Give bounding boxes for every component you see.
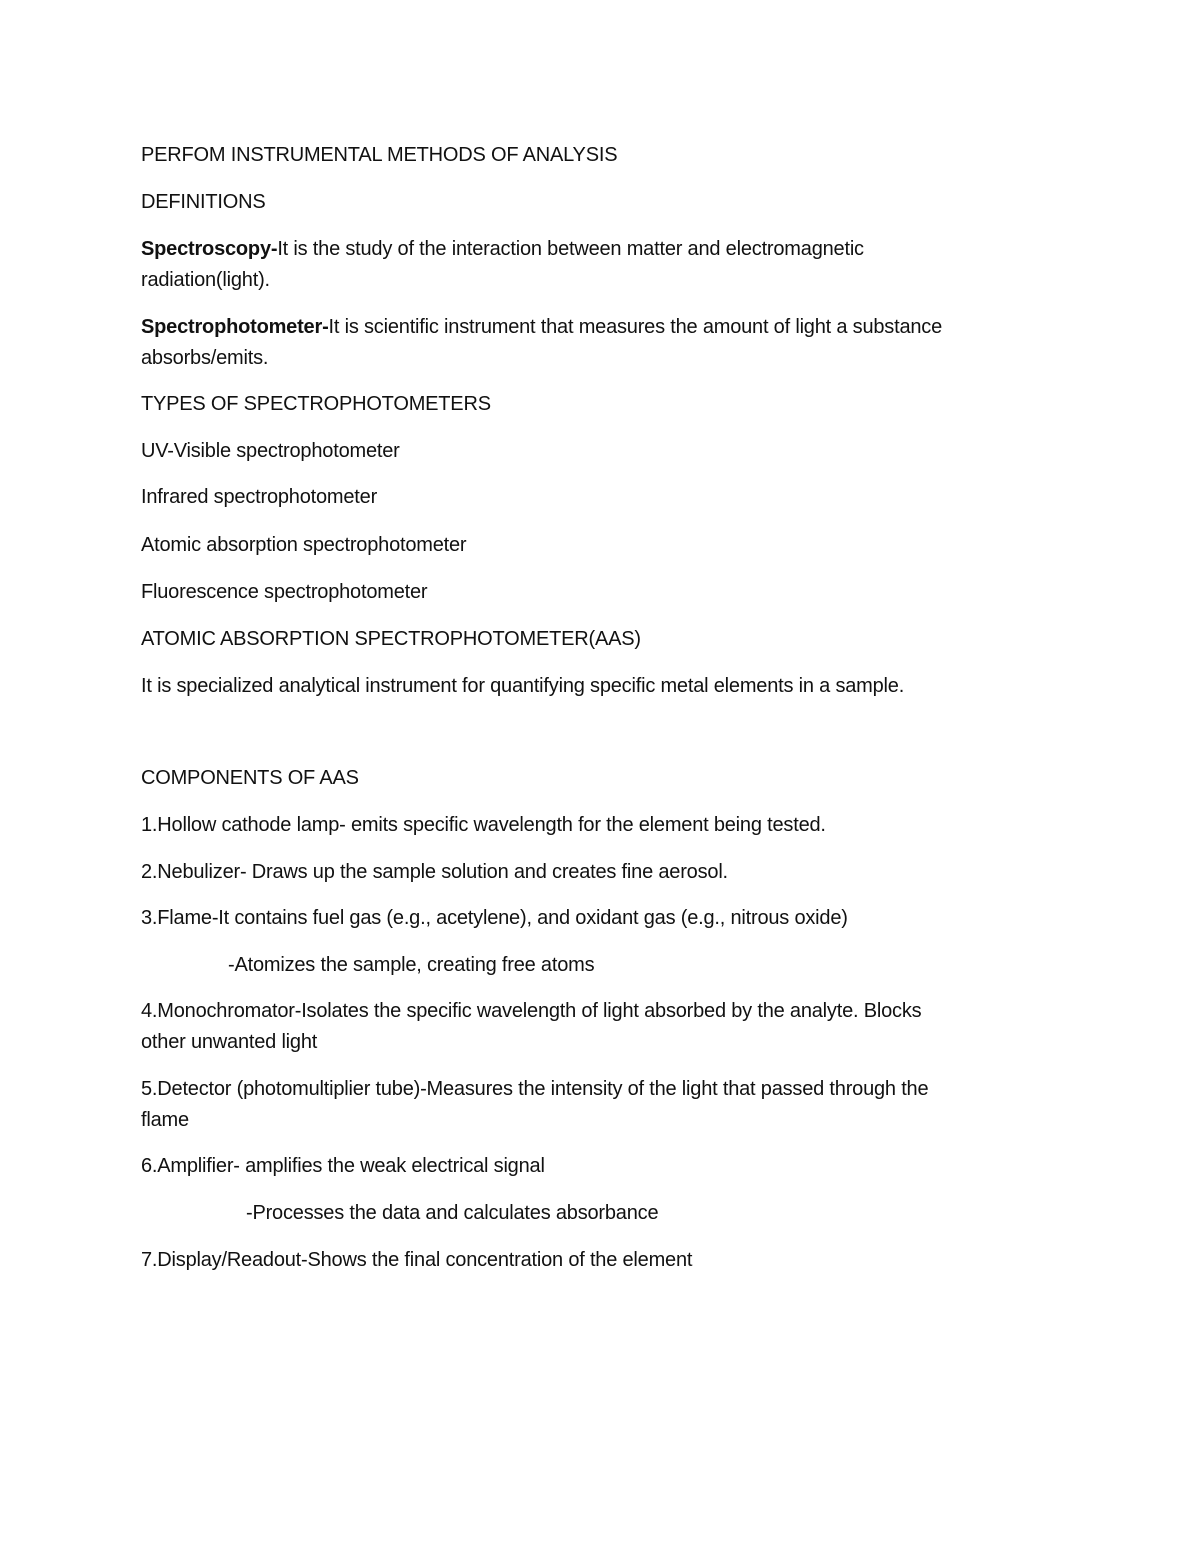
definition-spectroscopy [141,234,864,265]
components-heading: COMPONENTS OF AAS [141,767,359,789]
definition-spectroscopy-continued: radiation(light). [141,269,270,291]
component-item: 4.Monochromator-Isolates the specific wavelength of light absorbed by the analyte. Blocks [141,1000,922,1022]
type-item: Atomic absorption spectrophotometer [141,534,467,556]
document-title: PERFOM INSTRUMENTAL METHODS OF ANALYSIS [141,144,618,166]
types-heading: TYPES OF SPECTROPHOTOMETERS [141,393,491,415]
component-item: 6.Amplifier- amplifies the weak electrical signal [141,1155,545,1177]
definition-text: It is scientific instrument that measures the amount of light a substance [328,316,943,338]
definition-spectrophotometer-continued: absorbs/emits. [141,347,269,369]
type-item: Fluorescence spectrophotometer [141,581,428,603]
component-item: 5.Detector (photomultiplier tube)-Measures the intensity of the light that passed through the [141,1078,929,1100]
aas-description: It is specialized analytical instrument for quantifying specific metal elements in a sample. [141,675,905,697]
definition-spectrophotometer [141,312,942,343]
definition-text: It is the study of the interaction between matter and electromagnetic [277,238,864,260]
component-item: 1.Hollow cathode lamp- emits specific wavelength for the element being tested. [141,814,826,836]
definition-term: Spectroscopy- [141,238,278,260]
type-item: Infrared spectrophotometer [141,486,378,508]
component-item-continued: other unwanted light [141,1031,318,1053]
component-item: 7.Display/Readout-Shows the final concentration of the element [141,1249,693,1271]
type-item: UV-Visible spectrophotometer [141,440,400,462]
component-subitem: -Atomizes the sample, creating free atoms [228,954,595,976]
aas-heading: ATOMIC ABSORPTION SPECTROPHOTOMETER(AAS) [141,628,641,650]
component-item: 2.Nebulizer- Draws up the sample solution and creates fine aerosol. [141,861,728,883]
definition-term: Spectrophotometer- [141,316,329,338]
component-item-continued: flame [141,1109,189,1131]
component-item: 3.Flame-It contains fuel gas (e.g., acetylene), and oxidant gas (e.g., nitrous oxide) [141,907,848,929]
definitions-heading: DEFINITIONS [141,191,266,213]
component-subitem: -Processes the data and calculates absorbance [246,1202,659,1224]
